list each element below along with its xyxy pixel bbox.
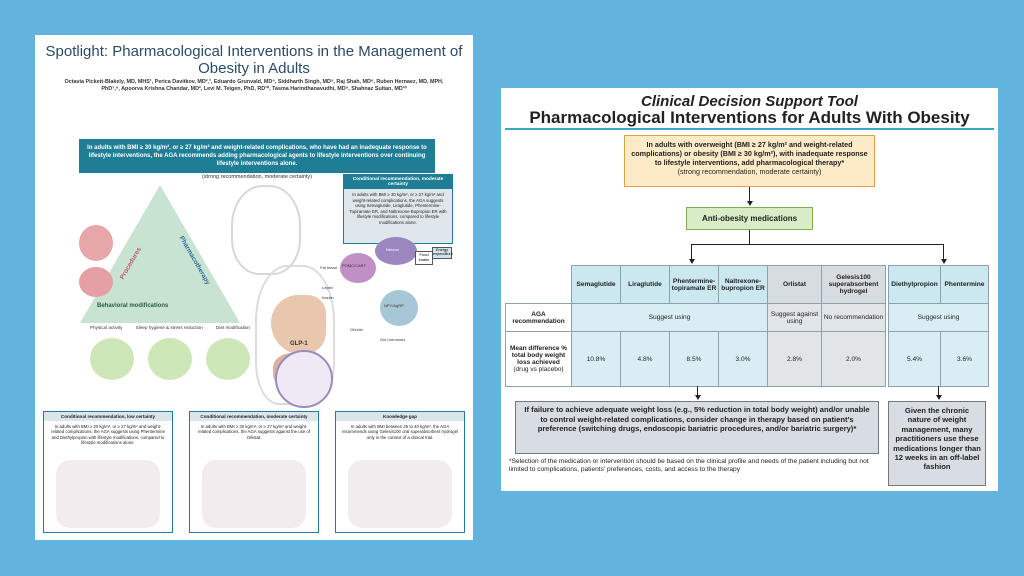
label-insulin: Insulin <box>322 295 334 300</box>
label-food-intake: Food intake <box>415 251 433 265</box>
arrow-down-icon <box>689 259 695 264</box>
title-divider <box>505 128 994 130</box>
stomach-icon <box>79 225 113 261</box>
poster-title: Spotlight: Pharmacological Interventions in the Management of Obesity in Adults <box>45 43 463 77</box>
main-medications-table <box>505 265 886 387</box>
arrow-down-icon <box>747 201 753 206</box>
head-outline <box>231 185 301 275</box>
box-head: Conditional recommendation, moderate certainty <box>190 412 318 421</box>
drug-header: Phentermine-topiramate ER <box>670 266 719 304</box>
label-pomc: POMC/CART <box>342 263 366 268</box>
npy-cell <box>380 290 418 326</box>
box-body: In adults with BMI between 25 to 40 kg/m², the AGA recommends using Gelesis100 oral superabsorbent hydrogel only in the context of a clinical trial. <box>341 424 459 440</box>
recommendation-box <box>624 135 875 187</box>
diet-icon <box>206 338 250 380</box>
poster-conditional-top <box>343 174 453 244</box>
connector <box>691 244 944 245</box>
label-pharmacotherapy: Pharmacotherapy <box>177 234 212 287</box>
drug-header: Gelesis100 superabsorbent hydrogel <box>822 266 886 304</box>
arrow-down-icon <box>941 259 947 264</box>
conditional-top-head: Conditional recommendation, moderate certainty <box>344 175 452 189</box>
poster-banner-note: (strong recommendation, moderate certainty) <box>201 174 313 180</box>
lipase-illustration <box>202 460 306 528</box>
footnote: *Selection of the medication or intervention should be based on the clinical profile and needs of the patient including but not limited to complications, patients’ preferences, costs, and access to the therapy <box>509 458 869 473</box>
row-label-mean <box>506 332 572 387</box>
drug-header: Diethylpropion <box>889 266 941 304</box>
label-npy: NPY/AgRP <box>384 303 404 308</box>
value-cell: 8.5% <box>670 332 719 387</box>
mean-label-note: (drug vs placebo) <box>513 366 564 373</box>
recommendation-main: In adults with overweight (BMI ≥ 27 kg/m² and weight-related complications) or obesity (BMI ≥ 30 kg/m²), with inadequate response to lifestyle interventions, add pharmacological therapy* <box>631 140 868 167</box>
hypothalamus-diagram <box>320 235 453 345</box>
poster-slide <box>35 35 473 540</box>
drug-header: Semaglutide <box>572 266 621 304</box>
activity-label: Physical activity <box>90 325 123 330</box>
poster-box-knowledge-gap <box>335 411 465 533</box>
activity-label: Sleep hygiene & stress reduction <box>135 325 203 330</box>
drug-header: Liraglutide <box>621 266 670 304</box>
decision-support-slide <box>501 88 998 491</box>
connector <box>749 230 750 244</box>
label-ghrelin: Ghrelin <box>350 327 363 332</box>
box-head: Conditional recommendation, low certainty <box>44 412 172 421</box>
failure-guidance-box: If failure to achieve adequate weight loss (e.g., 5% reduction in total body weight) and/or unable to control weight-related complications, consider change in therapy based on patient’s preference (switching drugs, endoscopic bariatric procedures, and/or bariatric surgery)* <box>515 401 879 454</box>
value-cell: 4.8% <box>621 332 670 387</box>
activity-labels <box>90 325 250 330</box>
connector <box>943 244 944 260</box>
value-cell: 3.0% <box>719 332 768 387</box>
recommendation-cell: Suggest against using <box>768 304 822 332</box>
anti-obesity-box: Anti-obesity medications <box>686 207 813 230</box>
recommendation-cell: Suggest using <box>572 304 768 332</box>
arrow-down-icon <box>936 395 942 400</box>
glp1-label: GLP-1 <box>290 341 308 347</box>
tool-title: Pharmacological Interventions for Adults With Obesity <box>529 108 970 127</box>
glp1-circle <box>275 350 333 408</box>
row-label-aga: AGA recommendation <box>506 304 572 332</box>
drug-header: Orlistat <box>768 266 822 304</box>
recommendation-cell: No recommendation <box>822 304 886 332</box>
connector <box>691 244 692 260</box>
poster-box-low-certainty <box>43 411 173 533</box>
box-body: In adults with BMI ≥ 30 kg/m², or ≥ 27 kg/m² and weight-related complications, the AGA suggests using Phentermine and Diethylpropion with lifestyle modifications, compared to lifestyle modifications alone. <box>51 424 165 445</box>
stomach-icon <box>79 267 113 297</box>
synapse-illustration <box>56 460 160 528</box>
label-behavioral: Behavioral modifications <box>97 303 169 309</box>
running-icon <box>90 338 134 380</box>
activity-label: Diet modification <box>216 325 250 330</box>
tool-subtitle: Clinical Decision Support Tool <box>641 93 858 110</box>
value-cell: 10.8% <box>572 332 621 387</box>
value-cell: 5.4% <box>889 332 941 387</box>
poster-authors: Octavia Pickett-Blakely, MD, MHS¹, Perica Davitkov, MD²,³, Eduardo Grunvald, MD⁴, Siddharth Singh, MD⁵, Raj Shah, MD⁶, Ruben Hernaez, MD, MPH, PhD⁷,⁸, Apoorva Krishna Chandar, MD², Levi M. Teigen, PhD, RD¹⁰, Tasma Harindhanavudhi, MD⁹, Shahnaz Sultan, MD¹⁰ <box>64 79 444 92</box>
pomc-cell <box>340 253 376 283</box>
label-procedures: Procedures <box>118 246 143 281</box>
activity-illustrations <box>90 338 250 383</box>
label-fat-tissue: Fat tissue <box>320 265 338 270</box>
mean-label-main: Mean difference % total body weight loss achieved <box>509 345 568 366</box>
value-cell: 2.0% <box>822 332 886 387</box>
label-leptin: Leptin <box>322 285 333 290</box>
drug-header: Naltrexone-bupropion ER <box>719 266 768 304</box>
poster-box-orlistat <box>189 411 319 533</box>
offlabel-note-box: Given the chronic nature of weight management, many practitioners use these medications longer than 12 weeks in an off-label fashion <box>888 401 986 486</box>
poster-banner: In adults with BMI ≥ 30 kg/m², or ≥ 27 kg/m² and weight-related complications, who have had an inadequate response to lifestyle interventions, the AGA recommends adding pharmacological agents to lifestyle interventions over continuing lifestyle interventions alone. <box>79 139 435 173</box>
empty-cell <box>506 266 572 304</box>
value-cell: 2.8% <box>768 332 822 387</box>
recommendation-note: (strong recommendation, moderate certainty) <box>677 167 822 176</box>
connector <box>749 187 750 202</box>
sleep-icon <box>148 338 192 380</box>
label-neuron: Neuron <box>386 247 400 252</box>
label-energy-expenditure: Energy expenditure <box>432 247 452 259</box>
label-gut-hormones: Gut hormones <box>380 337 406 342</box>
conditional-top-body: In adults with BMI ≥ 30 kg/m², or ≥ 27 kg/m² and weight-related complications, the AGA suggests using Semaglutide, Liraglutide, Phentermine-Topiramate ER, and Naltrexone-Bupropion ER with lifestyle modifications, compared to lifestyle modifications alone. <box>349 192 447 225</box>
hydrogel-illustration <box>348 460 452 528</box>
recommendation-cell: Suggest using <box>889 304 989 332</box>
side-medications-table <box>888 265 989 387</box>
arrow-down-icon <box>695 395 701 400</box>
box-body: In adults with BMI ≥ 30 kg/m², or ≥ 27 kg/m² and weight-related complications, the AGA suggests against the use of Orlistat. <box>197 424 311 440</box>
box-head: Knowledge gap <box>336 412 464 421</box>
drug-header: Phentermine <box>941 266 989 304</box>
value-cell: 3.6% <box>941 332 989 387</box>
